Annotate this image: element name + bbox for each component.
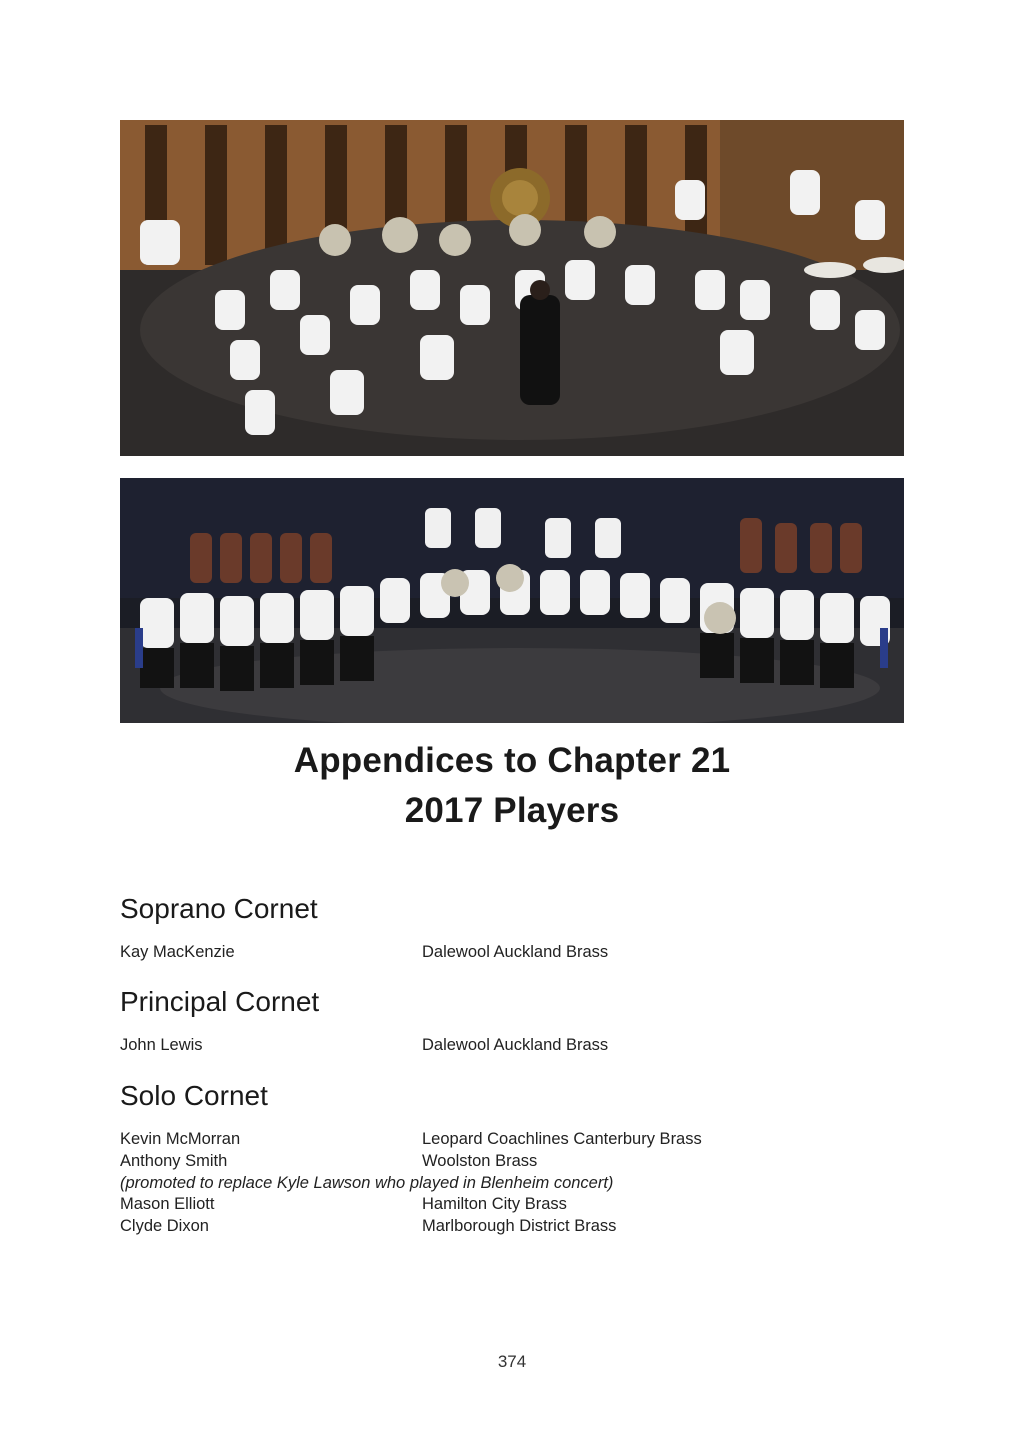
- player-name: Kay MacKenzie: [120, 943, 235, 961]
- band-group-photo: [120, 478, 904, 723]
- player-name: Anthony Smith: [120, 1152, 228, 1170]
- section-heading-soprano-cornet: Soprano Cornet: [120, 893, 318, 924]
- player-row: [120, 1036, 904, 1058]
- player-name: John Lewis: [120, 1036, 203, 1054]
- player-band: Marlborough District Brass: [422, 1217, 617, 1235]
- player-band: Dalewool Auckland Brass: [422, 1036, 609, 1054]
- player-band: Leopard Coachlines Canterbury Brass: [422, 1130, 702, 1148]
- page-title: Appendices to Chapter 21: [293, 741, 731, 780]
- player-row: [120, 943, 904, 965]
- player-row: [120, 1195, 904, 1217]
- player-row: [120, 1217, 904, 1239]
- section-heading-principal-cornet: Principal Cornet: [120, 986, 320, 1017]
- player-band: Dalewool Auckland Brass: [422, 943, 609, 961]
- player-note: (promoted to replace Kyle Lawson who played in Blenheim concert): [120, 1174, 614, 1192]
- player-row: [120, 1152, 904, 1174]
- player-name: Clyde Dixon: [120, 1217, 209, 1235]
- page-number: 374: [497, 1352, 527, 1371]
- section-heading-solo-cornet: Solo Cornet: [120, 1080, 268, 1111]
- player-band: Hamilton City Brass: [422, 1195, 567, 1213]
- page-subtitle: 2017 Players: [404, 791, 620, 830]
- player-name: Kevin McMorran: [120, 1130, 241, 1148]
- player-name: Mason Elliott: [120, 1195, 215, 1213]
- player-band: Woolston Brass: [422, 1152, 538, 1170]
- player-row: [120, 1130, 904, 1152]
- band-performance-photo: [120, 120, 904, 456]
